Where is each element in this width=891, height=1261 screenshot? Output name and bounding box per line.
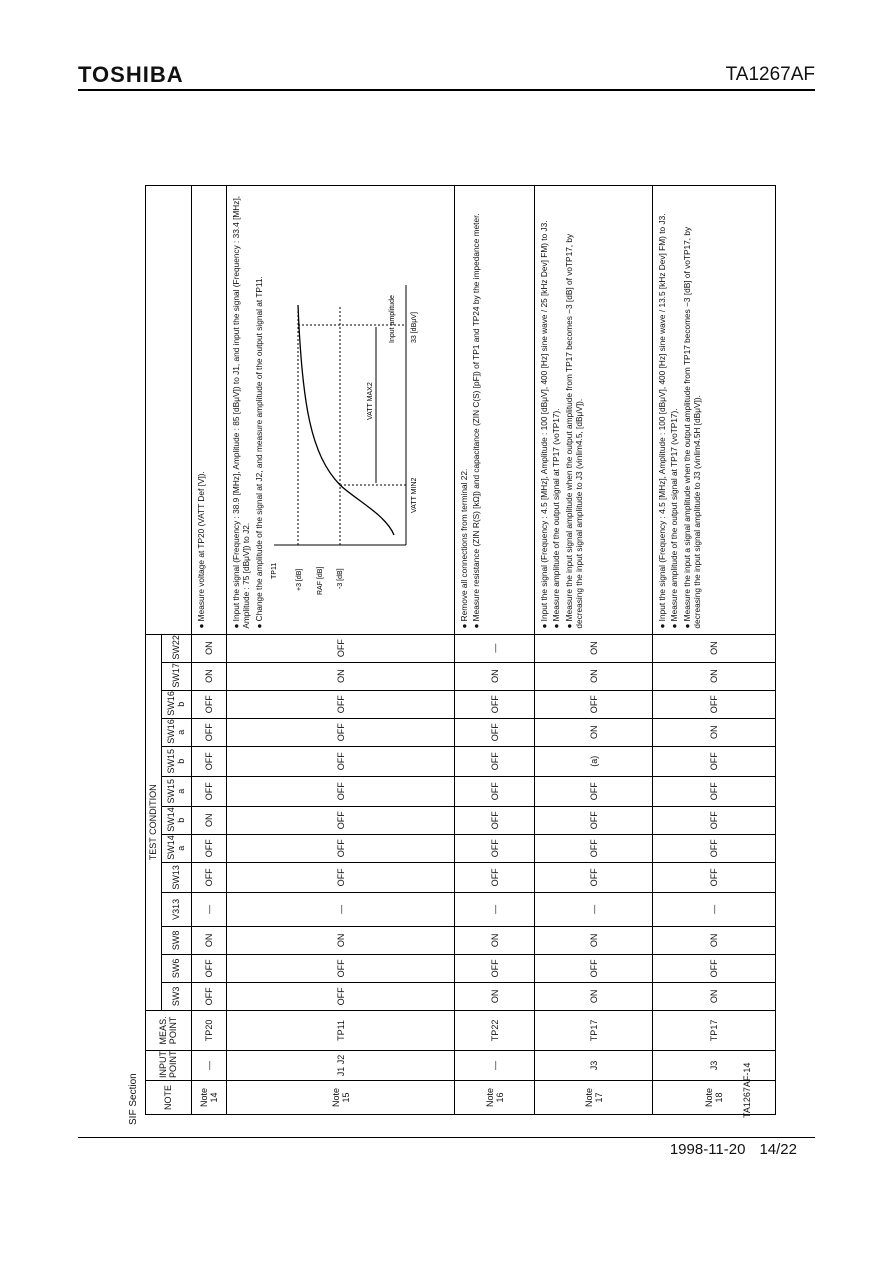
note-cell: Note 17 — [535, 1080, 653, 1114]
condition-text: ● Measure resistance (ZIN R(S) [kΩ]) and capacitance (ZIN C(S) [pF]) of TP1 and TP24 by the impedance meter. — [471, 191, 481, 629]
graph-x-mark: VATT MAX2 — [367, 381, 375, 420]
input-cell: — — [455, 1050, 535, 1080]
sw16b-cell: OFF — [227, 690, 455, 718]
input-cell: J3 — [535, 1050, 653, 1080]
note-cell: Note 18 — [653, 1080, 776, 1114]
sw16a-cell: ON — [535, 718, 653, 746]
sw15a-cell: OFF — [535, 776, 653, 806]
sw8-cell: ON — [455, 926, 535, 954]
sw16b-cell: OFF — [653, 690, 776, 718]
meas-cell: TP22 — [455, 1010, 535, 1050]
sw13-cell: OFF — [455, 862, 535, 892]
footer-date: 1998-11-20 — [669, 1141, 746, 1158]
sw13-cell: OFF — [227, 862, 455, 892]
col-input-header: INPUT POINT — [146, 1050, 192, 1080]
sw15a-cell: OFF — [653, 776, 776, 806]
test-condition-table-area — [145, 185, 741, 1115]
sw14a-cell: OFF — [535, 834, 653, 862]
section-title: SIF Section — [128, 1073, 139, 1125]
sw13-cell: OFF — [535, 862, 653, 892]
sw6-cell: OFF — [535, 954, 653, 982]
sw14a-cell: OFF — [653, 834, 776, 862]
col-sw13-header: SW13 — [162, 862, 192, 892]
sw16b-cell: OFF — [535, 690, 653, 718]
sw8-cell: ON — [653, 926, 776, 954]
col-sw14a-header: SW14 a — [162, 834, 192, 862]
sw15a-cell: OFF — [192, 776, 227, 806]
sw3-cell: ON — [653, 982, 776, 1010]
graph-x-mark: VATT MIN2 — [411, 477, 419, 513]
condition-text: ● Input the signal (Frequency : 4.5 [MHz], Amplitude : 100 [dBμV], 400 [Hz] sine wave / 25 [kHz Dev] FM) to J3. — [539, 191, 549, 629]
v313-cell: — — [535, 892, 653, 926]
condition-note17 — [535, 186, 653, 635]
graph-x-label: Input amplitude — [389, 294, 397, 343]
brand-logo: TOSHIBA — [78, 62, 184, 87]
sw13-cell: OFF — [653, 862, 776, 892]
v313-cell: — — [192, 892, 227, 926]
note-cell: Note 15 — [227, 1080, 455, 1114]
sw17-cell: ON — [535, 662, 653, 690]
condition-text: ● Remove all connections from terminal 22. — [459, 191, 469, 629]
sw22-cell: ON — [653, 634, 776, 662]
sw16b-cell: OFF — [455, 690, 535, 718]
col-sw16a-header: SW16 a — [162, 718, 192, 746]
footer-rule — [78, 1137, 815, 1138]
col-note-header: NOTE — [146, 1080, 192, 1114]
sw14a-cell: OFF — [192, 834, 227, 862]
header-rule — [78, 89, 815, 91]
col-sw15b-header: SW15 b — [162, 746, 192, 776]
amplitude-graph — [266, 275, 419, 605]
col-sw3-header: SW3 — [162, 982, 192, 1010]
sw14b-cell: OFF — [653, 806, 776, 834]
sw8-cell: ON — [192, 926, 227, 954]
graph-y-tick: RAF [dB] — [317, 566, 325, 595]
sw14b-cell: OFF — [535, 806, 653, 834]
sw14a-cell: OFF — [227, 834, 455, 862]
graph-y-tick: -3 [dB] — [337, 568, 345, 589]
sw17-cell: ON — [455, 662, 535, 690]
note-cell: Note 16 — [455, 1080, 535, 1114]
table-row — [455, 186, 535, 1115]
sw16a-cell: ON — [653, 718, 776, 746]
footer — [656, 1141, 797, 1158]
sw17-cell: ON — [653, 662, 776, 690]
sw15b-cell: (a) — [535, 746, 653, 776]
sw13-cell: OFF — [192, 862, 227, 892]
table-row — [535, 186, 653, 1115]
condition-text: ● Measure amplitude of the output signal at TP17 (voTP17). — [551, 191, 561, 629]
input-cell: J3 — [653, 1050, 776, 1080]
graph-y-tick: +3 [dB] — [296, 568, 304, 591]
col-sw8-header: SW8 — [162, 926, 192, 954]
sw6-cell: OFF — [455, 954, 535, 982]
col-sw15a-header: SW15 a — [162, 776, 192, 806]
sw22-cell: ON — [535, 634, 653, 662]
sw6-cell: OFF — [227, 954, 455, 982]
condition-note16 — [455, 186, 535, 635]
graph-x-mark: 33 [dBμV] — [411, 311, 419, 343]
sw15b-cell: OFF — [455, 746, 535, 776]
condition-text: ● Measure the input signal amplitude when the output amplitude from TP17 becomes −3 [dB] of voTP17, by decreasing the input signal amplitude to J3 (vinlim4.5, [dBμV]). — [564, 191, 585, 629]
sw14b-cell: OFF — [455, 806, 535, 834]
sw3-cell: ON — [455, 982, 535, 1010]
meas-cell: TP20 — [192, 1010, 227, 1050]
condition-text: ● Change the amplitude of the signal at J2, and measure amplitude of the output signal at TP11. — [254, 191, 264, 629]
condition-note18 — [653, 186, 776, 635]
sw3-cell: OFF — [192, 982, 227, 1010]
sw14b-cell: OFF — [227, 806, 455, 834]
page-number: 14/22 — [759, 1141, 797, 1158]
sw15b-cell: OFF — [653, 746, 776, 776]
sw16a-cell: OFF — [192, 718, 227, 746]
v313-cell: — — [455, 892, 535, 926]
meas-cell: TP17 — [653, 1010, 776, 1050]
v313-cell: — — [653, 892, 776, 926]
part-number: TA1267AF — [725, 64, 815, 85]
sw22-cell: ON — [192, 634, 227, 662]
sw6-cell: OFF — [653, 954, 776, 982]
sw15a-cell: OFF — [227, 776, 455, 806]
sw17-cell: ON — [192, 662, 227, 690]
sw16a-cell: OFF — [455, 718, 535, 746]
test-condition-table — [145, 185, 776, 1115]
sw15a-cell: OFF — [455, 776, 535, 806]
condition-text: ● Measure amplitude of the output signal at TP17 (voTP17). — [669, 191, 679, 629]
sw3-cell: ON — [535, 982, 653, 1010]
sw16b-cell: OFF — [192, 690, 227, 718]
col-sw16b-header: SW16 b — [162, 690, 192, 718]
col-sw22-header: SW22 — [162, 634, 192, 662]
sw14b-cell: ON — [192, 806, 227, 834]
sw15b-cell: OFF — [192, 746, 227, 776]
condition-note15 — [227, 186, 455, 635]
sw15b-cell: OFF — [227, 746, 455, 776]
table-row — [192, 186, 227, 1115]
table-row — [653, 186, 776, 1115]
input-cell: J1 J2 — [227, 1050, 455, 1080]
input-cell: — — [192, 1050, 227, 1080]
condition-text: ● Measure voltage at TP20 (VATT Def [V]). — [196, 191, 206, 629]
meas-cell: TP11 — [227, 1010, 455, 1050]
sw17-cell: ON — [227, 662, 455, 690]
graph-curve — [298, 305, 394, 535]
sw14a-cell: OFF — [455, 834, 535, 862]
v313-cell: — — [227, 892, 455, 926]
condition-text: ● Input the signal (Frequency : 38.9 [MHz], Amplitude : 85 [dBμV]) to J1, and input the signal (Frequency : 33.4 [MHz], Amplitude : 75 [dBμV]) to J2. — [231, 191, 252, 629]
sw3-cell: OFF — [227, 982, 455, 1010]
col-sw14b-header: SW14 b — [162, 806, 192, 834]
table-row — [227, 186, 455, 1115]
sw22-cell: — — [455, 634, 535, 662]
meas-cell: TP17 — [535, 1010, 653, 1050]
sw8-cell: ON — [535, 926, 653, 954]
col-v313-header: V313 — [162, 892, 192, 926]
condition-text: ● Measure the input a signal amplitude when the output amplitude from TP17 becomes −3 [dB] of voTP17, by decreasing the input signal amplitude to J3 (vinlim4.5H [dBμV]). — [682, 191, 703, 629]
figure-id: TA1267AF-14 — [742, 1062, 752, 1118]
note-cell: Note 14 — [192, 1080, 227, 1114]
col-sw6-header: SW6 — [162, 954, 192, 982]
col-condition-header — [146, 186, 192, 635]
sw16a-cell: OFF — [227, 718, 455, 746]
sw22-cell: OFF — [227, 634, 455, 662]
sw8-cell: ON — [227, 926, 455, 954]
col-meas-header: MEAS. POINT — [146, 1010, 192, 1050]
test-condition-header: TEST CONDITION — [146, 634, 162, 1010]
condition-text: ● Input the signal (Frequency : 4.5 [MHz], Amplitude : 100 [dBμV], 400 [Hz] sine wave / 13.5 [kHz Dev] FM) to J3. — [657, 191, 667, 629]
sw6-cell: OFF — [192, 954, 227, 982]
condition-note14 — [192, 186, 227, 635]
graph-y-label: TP11 — [271, 562, 279, 579]
col-sw17-header: SW17 — [162, 662, 192, 690]
